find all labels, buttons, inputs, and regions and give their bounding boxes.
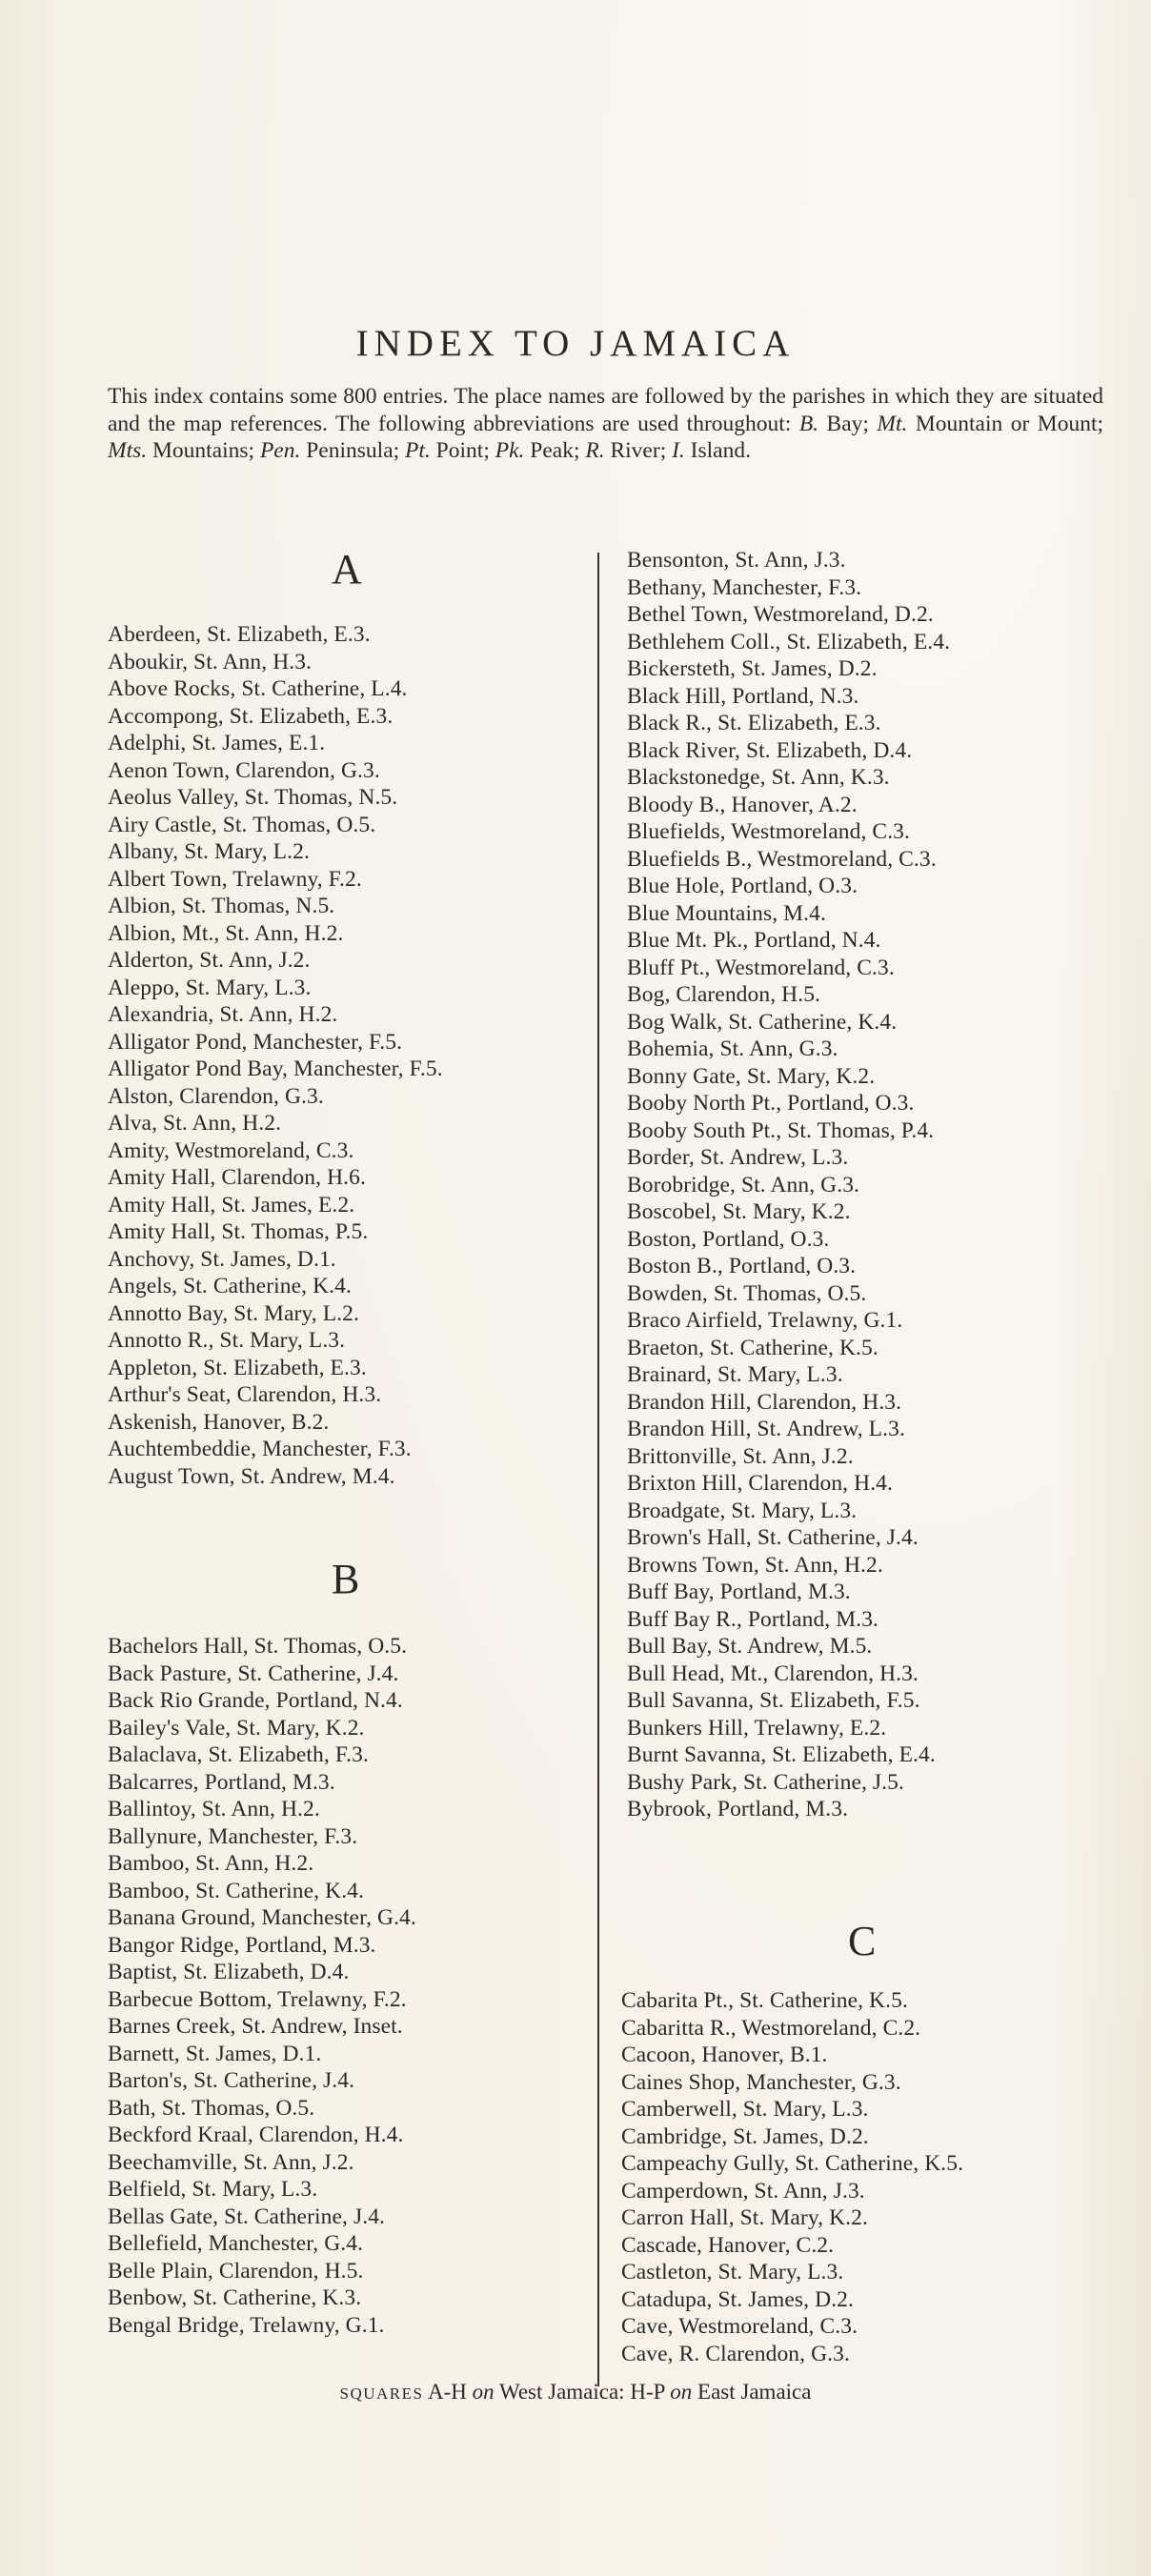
- index-entry: Albert Town, Trelawny, F.2.: [108, 866, 362, 892]
- index-entry: Camperdown, St. Ann, J.3.: [621, 2178, 865, 2204]
- index-entry: Beckford Kraal, Clarendon, H.4.: [108, 2123, 404, 2147]
- abbr-pk: Pk. Peak;: [495, 438, 586, 463]
- index-entry: Cambridge, St. James, D.2.: [621, 2123, 869, 2149]
- intro-lead: This index contains some 800 entries. The place names are followed by the parishes in which they are situated and the map references. The following abbreviations are used throughout:: [108, 384, 1103, 436]
- abbr-pt: Pt. Point;: [405, 438, 495, 463]
- index-entry: Bowden, St. Thomas, O.5.: [627, 1280, 867, 1306]
- index-entry: Blue Mt. Pk., Portland, N.4.: [627, 928, 881, 953]
- intro-paragraph: [108, 383, 1103, 465]
- index-entry: Cave, R. Clarendon, G.3.: [621, 2341, 850, 2366]
- index-entry: Bull Bay, St. Andrew, M.5.: [627, 1634, 873, 1659]
- index-entry: Burnt Savanna, St. Elizabeth, E.4.: [627, 1742, 936, 1767]
- index-entry: Brixton Hill, Clarendon, H.4.: [627, 1471, 894, 1496]
- index-entry: Amity, Westmoreland, C.3.: [108, 1137, 354, 1163]
- index-entry: Bath, St. Thomas, O.5.: [108, 2095, 315, 2121]
- index-entry: Bachelors Hall, St. Thomas, O.5.: [108, 1634, 408, 1659]
- index-entry: Bonny Gate, St. Mary, K.2.: [627, 1063, 876, 1089]
- index-entry: Bloody B., Hanover, A.2.: [627, 792, 858, 817]
- index-entry: Accompong, St. Elizabeth, E.3.: [108, 703, 394, 729]
- index-entry: Bluefields, Westmoreland, C.3.: [627, 819, 910, 844]
- index-entry: Bengal Bridge, Trelawny, G.1.: [108, 2312, 385, 2338]
- index-entry: Border, St. Andrew, L.3.: [627, 1145, 849, 1170]
- index-entry: Barnes Creek, St. Andrew, Inset.: [108, 2014, 403, 2039]
- index-entry: August Town, St. Andrew, M.4.: [108, 1463, 395, 1489]
- index-entry: Albion, St. Thomas, N.5.: [108, 894, 335, 918]
- index-entry: Aleppo, St. Mary, L.3.: [108, 975, 312, 1000]
- index-entry: Black Hill, Portland, N.3.: [627, 683, 859, 709]
- index-entry: Broadgate, St. Mary, L.3.: [627, 1498, 858, 1523]
- index-entry: Barton's, St. Catherine, J.4.: [108, 2068, 355, 2093]
- index-entry: Bethel Town, Westmoreland, D.2.: [627, 602, 934, 627]
- index-entry: Brandon Hill, St. Andrew, L.3.: [627, 1417, 905, 1441]
- index-entry: Balaclava, St. Elizabeth, F.3.: [108, 1742, 369, 1767]
- index-entry: Bog, Clarendon, H.5.: [627, 982, 821, 1007]
- index-entry: Bybrook, Portland, M.3.: [627, 1797, 849, 1821]
- index-entry: Albany, St. Mary, L.2.: [108, 839, 310, 864]
- index-entry: Booby North Pt., Portland, O.3.: [627, 1091, 915, 1116]
- index-entry: Ballintoy, St. Ann, H.2.: [108, 1797, 320, 1821]
- index-entry: Castleton, St. Mary, L.3.: [621, 2260, 844, 2284]
- index-entry: Amity Hall, Clarendon, H.6.: [108, 1165, 366, 1190]
- index-entry: Belfield, St. Mary, L.3.: [108, 2177, 318, 2202]
- index-entry: Ballynure, Manchester, F.3.: [108, 1823, 358, 1849]
- index-entry: Bamboo, St. Catherine, K.4.: [108, 1878, 365, 1903]
- index-entry: Bushy Park, St. Catherine, J.5.: [627, 1769, 904, 1795]
- index-entry: Amity Hall, St. James, E.2.: [108, 1192, 355, 1218]
- index-entry: Adelphi, St. James, E.1.: [108, 731, 326, 755]
- index-entry: Belle Plain, Clarendon, H.5.: [108, 2258, 364, 2284]
- index-entry: Albion, Mt., St. Ann, H.2.: [108, 920, 344, 946]
- index-entry: Barbecue Bottom, Trelawny, F.2.: [108, 1986, 407, 2012]
- index-entry: Cascade, Hanover, C.2.: [621, 2232, 835, 2258]
- index-entry: Balcarres, Portland, M.3.: [108, 1769, 335, 1795]
- abbr-i: I. Island.: [672, 438, 751, 463]
- index-entry: Cave, Westmoreland, C.3.: [621, 2314, 858, 2339]
- entries-a: [108, 621, 443, 1490]
- abbr-mt: Mt. Mountain or Mount;: [877, 411, 1103, 436]
- index-entry: Boston, Portland, O.3.: [627, 1226, 830, 1252]
- index-entry: Cacoon, Hanover, B.1.: [621, 2043, 828, 2067]
- index-entry: Bensonton, St. Ann, J.3.: [627, 548, 846, 573]
- index-entry: Annotto Bay, St. Mary, L.2.: [108, 1300, 360, 1326]
- entries-c: [621, 1987, 963, 2367]
- index-entry: Arthur's Seat, Clarendon, H.3.: [108, 1382, 382, 1407]
- index-entry: Back Rio Grande, Portland, N.4.: [108, 1688, 403, 1713]
- index-entry: Caines Shop, Manchester, G.3.: [621, 2069, 901, 2095]
- index-entry: Banana Ground, Manchester, G.4.: [108, 1905, 416, 1930]
- column-divider: [597, 553, 599, 2386]
- index-entry: Baptist, St. Elizabeth, D.4.: [108, 1960, 350, 1984]
- index-entry: Buff Bay R., Portland, M.3.: [627, 1606, 879, 1632]
- index-entry: Carron Hall, St. Mary, K.2.: [621, 2205, 868, 2230]
- index-entry: Aboukir, St. Ann, H.3.: [108, 649, 313, 674]
- index-entry: Angels, St. Catherine, K.4.: [108, 1274, 352, 1298]
- abbr-r: R. River;: [585, 438, 673, 463]
- index-entry: Bailey's Vale, St. Mary, K.2.: [108, 1715, 365, 1741]
- abbr-b: B. Bay;: [798, 411, 878, 436]
- index-entry: Above Rocks, St. Catherine, L.4.: [108, 676, 408, 701]
- index-entry: Askenish, Hanover, B.2.: [108, 1409, 330, 1435]
- index-entry: Brainard, St. Mary, L.3.: [627, 1362, 843, 1387]
- index-entry: Bull Head, Mt., Clarendon, H.3.: [627, 1660, 919, 1686]
- index-entry: Bangor Ridge, Portland, M.3.: [108, 1932, 376, 1958]
- index-entry: Camberwell, St. Mary, L.3.: [621, 2097, 869, 2122]
- index-entry: Booby South Pt., St. Thomas, P.4.: [627, 1117, 935, 1143]
- index-entry: Airy Castle, St. Thomas, O.5.: [108, 812, 376, 837]
- abbr-pen: Pen. Peninsula;: [259, 438, 406, 463]
- index-entry: Buff Bay, Portland, M.3.: [627, 1580, 851, 1604]
- index-entry: Aeolus Valley, St. Thomas, N.5.: [108, 785, 398, 810]
- index-entry: Bellas Gate, St. Catherine, J.4.: [108, 2204, 386, 2229]
- entries-b-right: [627, 547, 950, 1823]
- index-entry: Browns Town, St. Ann, H.2.: [627, 1552, 883, 1578]
- index-entry: Bunkers Hill, Trelawny, E.2.: [627, 1715, 887, 1741]
- index-entry: Alston, Clarendon, G.3.: [108, 1083, 324, 1109]
- section-letter-b: B: [332, 1556, 360, 1602]
- map-squares-note: SQUARES A-H on West Jamaica: H-P on East Jamaica: [339, 2380, 812, 2404]
- index-entry: Brittonville, St. Ann, J.2.: [627, 1443, 854, 1469]
- index-entry: Aenon Town, Clarendon, G.3.: [108, 757, 380, 783]
- index-entry: Bohemia, St. Ann, G.3.: [627, 1036, 838, 1061]
- index-entry: Alderton, St. Ann, J.2.: [108, 948, 311, 973]
- index-entry: Barnett, St. James, D.1.: [108, 2041, 322, 2066]
- index-entry: Brown's Hall, St. Catherine, J.4.: [627, 1525, 919, 1550]
- index-entry: Braeton, St. Catherine, K.5.: [627, 1335, 878, 1360]
- index-entry: Bethlehem Coll., St. Elizabeth, E.4.: [627, 629, 951, 654]
- index-entry: Alexandria, St. Ann, H.2.: [108, 1002, 338, 1027]
- index-entry: Brandon Hill, Clarendon, H.3.: [627, 1389, 902, 1415]
- page-title: INDEX TO JAMAICA: [355, 323, 796, 364]
- section-letter-c: C: [848, 1918, 877, 1964]
- index-entry: Bellefield, Manchester, G.4.: [108, 2231, 364, 2256]
- section-letter-a: A: [332, 546, 362, 593]
- index-entry: Blue Hole, Portland, O.3.: [627, 874, 858, 898]
- index-entry: Catadupa, St. James, D.2.: [621, 2286, 854, 2312]
- index-entry: Bamboo, St. Ann, H.2.: [108, 1851, 314, 1876]
- index-entry: Bickersteth, St. James, D.2.: [627, 656, 878, 681]
- index-entry: Bluff Pt., Westmoreland, C.3.: [627, 955, 895, 980]
- index-entry: Aberdeen, St. Elizabeth, E.3.: [108, 622, 371, 647]
- index-entry: Back Pasture, St. Catherine, J.4.: [108, 1660, 399, 1686]
- index-entry: Alligator Pond Bay, Manchester, F.5.: [108, 1057, 443, 1081]
- index-entry: Cabarita Pt., St. Catherine, K.5.: [621, 1988, 908, 2013]
- index-entry: Annotto R., St. Mary, L.3.: [108, 1328, 346, 1353]
- index-entry: Bethany, Manchester, F.3.: [627, 574, 862, 600]
- index-entry: Cabaritta R., Westmoreland, C.2.: [621, 2015, 921, 2041]
- index-entry: Alligator Pond, Manchester, F.5.: [108, 1029, 403, 1055]
- index-entry: Bluefields B., Westmoreland, C.3.: [627, 846, 937, 872]
- entries-b-left: [108, 1633, 416, 2339]
- index-entry: Boscobel, St. Mary, K.2.: [627, 1199, 851, 1224]
- index-entry: Auchtembeddie, Manchester, F.3.: [108, 1437, 412, 1461]
- index-entry: Black R., St. Elizabeth, E.3.: [627, 711, 881, 735]
- index-entry: Campeachy Gully, St. Catherine, K.5.: [621, 2151, 964, 2176]
- abbr-mts: Mts. Mountains;: [108, 438, 260, 463]
- index-entry: Blackstonedge, St. Ann, K.3.: [627, 765, 890, 790]
- index-entry: Braco Airfield, Trelawny, G.1.: [627, 1308, 903, 1333]
- index-entry: Black River, St. Elizabeth, D.4.: [627, 737, 913, 763]
- index-entry: Appleton, St. Elizabeth, E.3.: [108, 1355, 367, 1380]
- index-entry: Blue Mountains, M.4.: [627, 900, 826, 926]
- index-entry: Bog Walk, St. Catherine, K.4.: [627, 1009, 898, 1035]
- index-entry: Anchovy, St. James, D.1.: [108, 1246, 336, 1272]
- index-entry: Bull Savanna, St. Elizabeth, F.5.: [627, 1688, 920, 1713]
- index-entry: Borobridge, St. Ann, G.3.: [627, 1172, 860, 1197]
- index-entry: Alva, St. Ann, H.2.: [108, 1111, 282, 1136]
- index-entry: Beechamville, St. Ann, J.2.: [108, 2149, 354, 2175]
- index-entry: Boston B., Portland, O.3.: [627, 1254, 857, 1278]
- index-entry: Benbow, St. Catherine, K.3.: [108, 2285, 362, 2310]
- index-entry: Amity Hall, St. Thomas, P.5.: [108, 1219, 369, 1244]
